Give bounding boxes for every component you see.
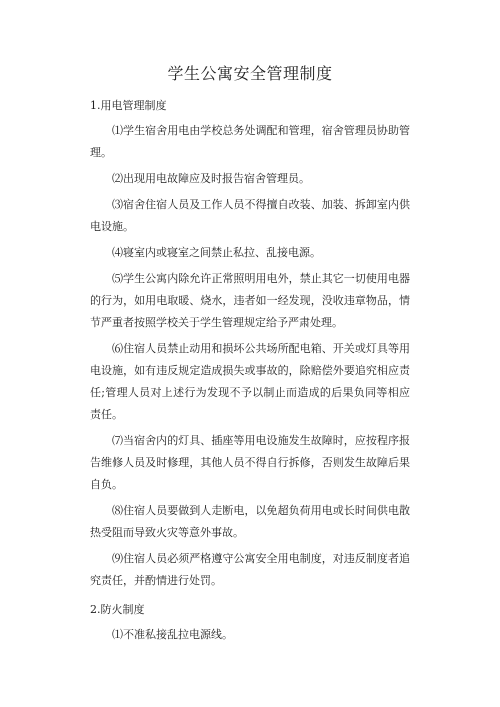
rule-electricity-7: ⑺当宿舍内的灯具、插座等用电设施发生故障时，应按程序报告维修人员及时修理，其他人员不得自行拆修，否则发生故障后果自负。 [90, 434, 410, 491]
rule-electricity-6: ⑹住宿人员禁止动用和损坏公共场所配电箱、开关或灯具等用电设施，如有违反规定造成损失或事故的，除赔偿外要追究相应责任;管理人员对上述行为发现不予以制止而造成的后果负同等相应责任。 [90, 342, 410, 421]
document-body [90, 96, 410, 646]
rule-electricity-3: ⑶宿舍住宿人员及工作人员不得擅自改装、加装、拆卸室内供电设施。 [90, 198, 410, 233]
rule-electricity-2: ⑵出现用电故障应及时报告宿舍管理员。 [112, 172, 310, 185]
rule-electricity-8: ⑻住宿人员要做到人走断电，以免超负荷用电或长时间供电散热受阻而导致火灾等意外事故。 [90, 504, 410, 539]
page-title: 学生公寓安全管理制度 [167, 64, 333, 83]
rule-fire-1: ⑴不准私接乱拉电源线。 [112, 628, 233, 641]
rule-electricity-5: ⑸学生公寓内除允许正常照明用电外，禁止其它一切使用电器的行为，如用电取暖、烧水，违者如一经发现，没收违章物品，情节严重者按照学校关于学生管理规定给予严肃处理。 [90, 272, 410, 329]
rule-electricity-1: ⑴学生宿舍用电由学校总务处调配和管理，宿舍管理员协助管理。 [90, 124, 410, 159]
section-heading-electricity: 1.用电管理制度 [90, 99, 167, 112]
rule-electricity-4: ⑷寝室内或寝室之间禁止私拉、乱接电源。 [112, 246, 321, 259]
rule-electricity-9: ⑼住宿人员必须严格遵守公寓安全用电制度，对违反制度者追究责任，并酌情进行处罚。 [90, 552, 410, 587]
section-heading-fire: 2.防火制度 [90, 603, 145, 616]
